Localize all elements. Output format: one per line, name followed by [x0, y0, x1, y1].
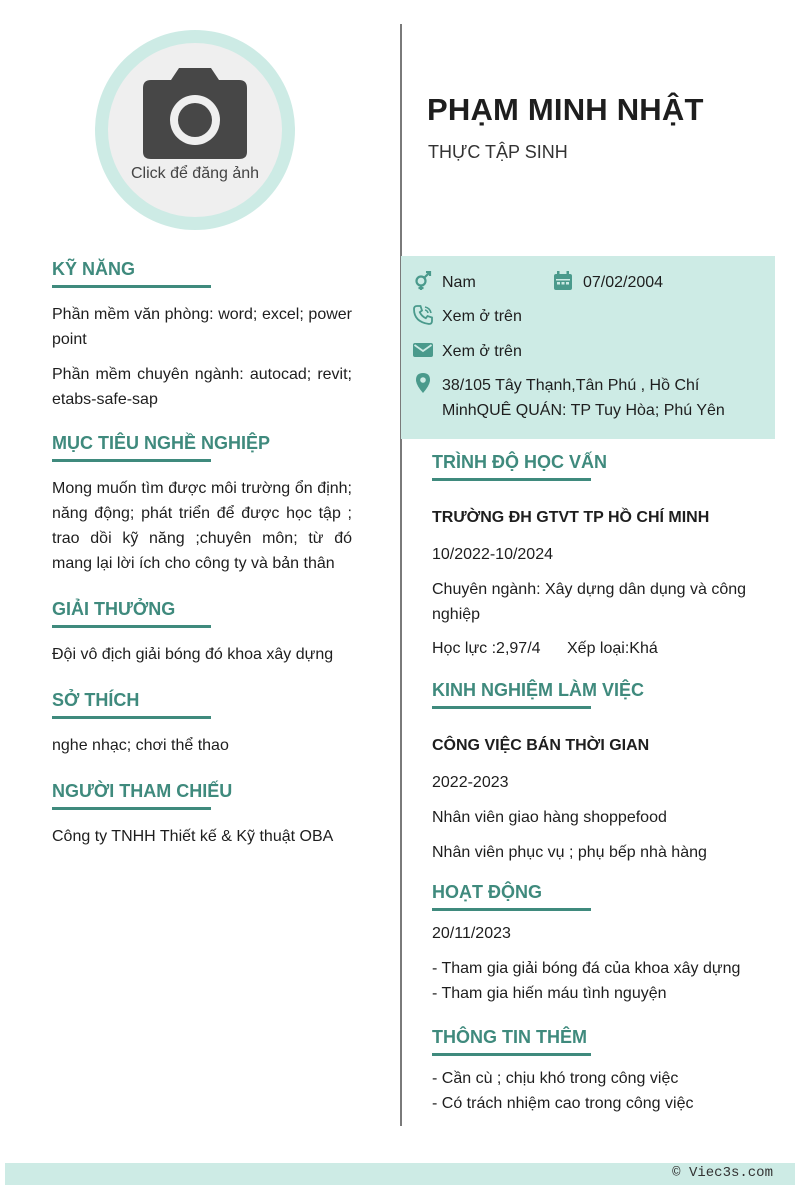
- references-section: [52, 780, 352, 849]
- section-title: KINH NGHIỆM LÀM VIỆC: [432, 680, 645, 700]
- right-column: [432, 451, 752, 1116]
- activity-date[interactable]: 20/11/2023: [432, 925, 511, 942]
- section-underline: [52, 285, 211, 288]
- skill-item[interactable]: Phần mềm chuyên ngành: autocad; revit; etabs-safe-sap: [52, 366, 352, 408]
- section-underline: [52, 459, 211, 462]
- section-title: NGƯỜI THAM CHIẾU: [52, 781, 233, 801]
- reference-item[interactable]: Công ty TNHH Thiết kế & Kỹ thuật OBA: [52, 828, 334, 845]
- section-underline: [432, 1053, 591, 1056]
- section-underline: [432, 478, 591, 481]
- job-item[interactable]: Nhân viên phục vụ ; phụ bếp nhà hàng: [432, 844, 707, 861]
- section-title: TRÌNH ĐỘ HỌC VẤN: [432, 452, 607, 472]
- award-item[interactable]: Đội vô địch giải bóng đó khoa xây dựng: [52, 646, 334, 663]
- education-grades: [432, 636, 752, 661]
- address-line-2: MinhQUÊ QUÁN: TP Tuy Hòa; Phú Yên: [442, 402, 725, 419]
- job-title[interactable]: CÔNG VIỆC BÁN THỜI GIAN: [432, 737, 650, 754]
- section-title: GIẢI THƯỞNG: [52, 599, 176, 619]
- section-underline: [52, 807, 211, 810]
- extra-item[interactable]: - Cần cù ; chịu khó trong công việc: [432, 1070, 679, 1087]
- objective-text[interactable]: Mong muốn tìm được môi trường ổn định; năng động; phát triển để được học tập ; trao dồi kỹ năng ;chuyên môn; từ đó mang lại lời ích cho công ty và bản thân: [52, 480, 352, 572]
- location-pin-icon: [413, 373, 433, 393]
- phone-value[interactable]: Xem ở trên: [442, 308, 522, 325]
- rank-value[interactable]: Xếp loại:Khá: [567, 640, 658, 657]
- education-major[interactable]: Chuyên ngành: Xây dựng dân dụng và công nghiệp: [432, 581, 747, 623]
- extra-info-section: [432, 1026, 752, 1116]
- address-line-1: 38/105 Tây Thạnh,Tân Phú , Hồ Chí: [442, 377, 700, 394]
- address-value[interactable]: [442, 373, 762, 423]
- upload-photo-label[interactable]: Click để đăng ảnh: [130, 165, 260, 182]
- education-section: [432, 451, 752, 661]
- activity-item[interactable]: - Tham gia hiến máu tình nguyện: [432, 985, 667, 1002]
- school-name[interactable]: TRƯỜNG ĐH GTVT TP HỒ CHÍ MINH: [432, 509, 710, 526]
- footer-watermark: © Viec3s.com: [672, 1165, 773, 1181]
- candidate-name: PHẠM MINH NHẬT: [427, 92, 704, 127]
- section-title: THÔNG TIN THÊM: [432, 1027, 587, 1047]
- hobby-item[interactable]: nghe nhạc; chơi thể thao: [52, 737, 229, 754]
- job-item[interactable]: Nhân viên giao hàng shoppefood: [432, 809, 667, 826]
- gender-value[interactable]: Nam: [442, 274, 476, 291]
- camera-icon[interactable]: [141, 66, 249, 160]
- email-value[interactable]: Xem ở trên: [442, 343, 522, 360]
- section-title: MỤC TIÊU NGHỀ NGHIỆP: [52, 433, 271, 453]
- skills-section: [52, 258, 352, 412]
- birthdate-value[interactable]: 07/02/2004: [583, 274, 664, 291]
- skill-item[interactable]: Phần mềm văn phòng: word; excel; power point: [52, 306, 352, 348]
- activities-section: [432, 881, 752, 1006]
- job-period[interactable]: 2022-2023: [432, 774, 509, 791]
- calendar-icon: [553, 271, 573, 291]
- section-underline: [52, 716, 211, 719]
- gpa-value[interactable]: Học lực :2,97/4: [432, 640, 541, 657]
- experience-section: [432, 679, 752, 865]
- contact-box: [401, 256, 775, 439]
- activity-item[interactable]: - Tham gia giải bóng đá của khoa xây dựng: [432, 960, 741, 977]
- hobbies-section: [52, 689, 352, 758]
- extra-item[interactable]: - Có trách nhiệm cao trong công việc: [432, 1095, 694, 1112]
- column-divider: [400, 24, 402, 1126]
- section-underline: [432, 908, 591, 911]
- objective-section: [52, 432, 352, 576]
- education-period[interactable]: 10/2022-10/2024: [432, 546, 553, 563]
- email-icon: [413, 340, 433, 360]
- left-column: [52, 258, 352, 849]
- section-title: KỸ NĂNG: [52, 259, 136, 279]
- section-title: HOẠT ĐỘNG: [432, 882, 542, 902]
- gender-icon: [413, 271, 433, 291]
- footer-bar: [5, 1163, 795, 1185]
- section-title: SỞ THÍCH: [52, 690, 140, 710]
- phone-icon: [413, 305, 433, 325]
- candidate-role: THỰC TẬP SINH: [428, 142, 568, 162]
- awards-section: [52, 598, 352, 667]
- section-underline: [52, 625, 211, 628]
- section-underline: [432, 706, 591, 709]
